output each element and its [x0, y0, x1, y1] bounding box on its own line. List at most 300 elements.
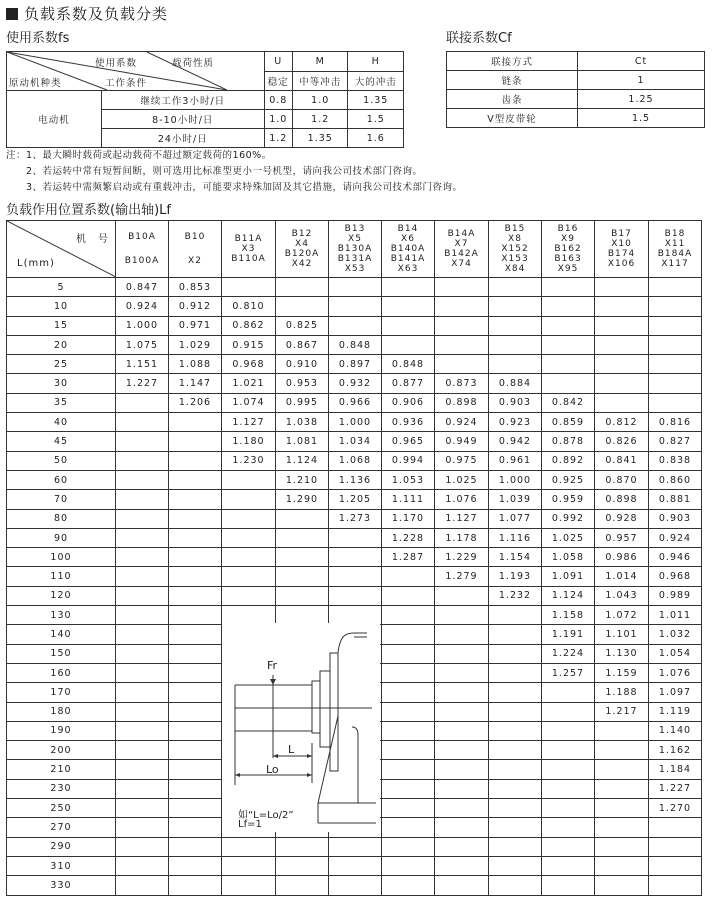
factor-cell [222, 528, 276, 547]
factor-cell: 1.025 [542, 528, 595, 547]
factor-cell [489, 799, 542, 818]
factor-cell [382, 625, 435, 644]
model-code: B174 [607, 249, 636, 259]
factor-cell [116, 741, 169, 760]
factor-cell [116, 644, 169, 663]
square-bullet-icon [6, 8, 18, 20]
factor-cell: 1.014 [595, 567, 649, 586]
factor-cell: 0.971 [169, 316, 222, 335]
factor-cell: 1.217 [595, 702, 649, 721]
model-code: X106 [607, 259, 636, 269]
factor-cell [329, 586, 382, 605]
factor-cell [169, 451, 222, 470]
factor-cell [116, 606, 169, 625]
factor-cell [435, 297, 489, 316]
factor-cell [382, 683, 435, 702]
factor-cell: 0.975 [435, 451, 489, 470]
factor-cell [435, 779, 489, 798]
length-cell: 70 [7, 490, 116, 509]
factor-cell [222, 567, 276, 586]
factor-cell: 0.915 [222, 335, 276, 354]
model-code: X153 [501, 254, 529, 264]
factor-cell [222, 490, 276, 509]
factor-cell [542, 335, 595, 354]
model-code: B13 [344, 224, 366, 234]
factor-cell: 1.159 [595, 663, 649, 682]
factor-cell: 1.290 [276, 490, 329, 509]
factor-cell [542, 278, 595, 297]
factor-cell: 0.867 [276, 335, 329, 354]
factor-cell: 1.127 [435, 509, 489, 528]
factor-cell: 1.188 [595, 683, 649, 702]
factor-cell [116, 779, 169, 798]
factor-cell: 1.088 [169, 355, 222, 374]
l-dimension-label: L [288, 743, 295, 756]
factor-cell: 0.810 [222, 297, 276, 316]
model-header [595, 221, 649, 278]
table-row [7, 548, 702, 567]
factor-cell: 1.227 [116, 374, 169, 393]
factor-cell: 1.074 [222, 393, 276, 412]
factor-cell [595, 355, 649, 374]
value-cell: 1.35 [292, 129, 348, 148]
load-position-heading: 负载作用位置系数(输出轴)Lf [6, 203, 171, 218]
factor-cell [169, 721, 222, 740]
factor-cell: 1.136 [329, 470, 382, 489]
factor-cell [169, 586, 222, 605]
factor-cell: 0.847 [116, 278, 169, 297]
factor-cell [542, 316, 595, 335]
model-code: X2 [188, 256, 202, 266]
load-name-h: 大的冲击 [348, 71, 404, 91]
model-code: X8 [508, 234, 522, 244]
model-header [329, 221, 382, 278]
factor-cell: 1.229 [435, 548, 489, 567]
condition-cell: 继续工作3小时/日 [102, 91, 265, 110]
factor-cell [329, 548, 382, 567]
table-row [7, 606, 702, 625]
factor-cell: 0.870 [595, 470, 649, 489]
factor-cell [435, 663, 489, 682]
factor-cell [435, 278, 489, 297]
factor-cell [169, 548, 222, 567]
factor-cell: 1.101 [595, 625, 649, 644]
factor-cell: 1.054 [649, 644, 702, 663]
factor-cell: 1.206 [169, 393, 222, 412]
factor-cell: 0.898 [595, 490, 649, 509]
model-code: X74 [451, 259, 472, 269]
factor-cell: 0.953 [276, 374, 329, 393]
factor-cell [435, 355, 489, 374]
factor-cell [276, 548, 329, 567]
length-cell: 230 [7, 779, 116, 798]
factor-cell [382, 316, 435, 335]
table-row [7, 278, 702, 297]
factor-cell [382, 663, 435, 682]
factor-cell [382, 335, 435, 354]
factor-cell [276, 856, 329, 875]
factor-cell: 1.154 [489, 548, 542, 567]
factor-cell [222, 278, 276, 297]
factor-cell: 0.816 [649, 413, 702, 432]
table-row [7, 876, 702, 895]
model-code: B17 [611, 229, 632, 239]
model-header [276, 221, 329, 278]
length-cell: 150 [7, 644, 116, 663]
lo-dimension-label: Lo [266, 763, 279, 776]
corner-usage-factor: 使用系数 [95, 58, 138, 69]
factor-cell [382, 760, 435, 779]
length-cell: 200 [7, 741, 116, 760]
factor-cell [595, 760, 649, 779]
factor-cell [489, 779, 542, 798]
table-row [7, 316, 702, 335]
coupling-header-value: Ct [578, 52, 705, 71]
factor-cell [489, 856, 542, 875]
factor-cell [649, 278, 702, 297]
factor-cell [329, 316, 382, 335]
factor-cell [489, 278, 542, 297]
factor-cell: 1.180 [222, 432, 276, 451]
factor-cell: 0.897 [329, 355, 382, 374]
table-row [7, 470, 702, 489]
factor-cell [649, 374, 702, 393]
factor-cell: 1.191 [542, 625, 595, 644]
factor-cell [329, 297, 382, 316]
model-code: B15 [504, 224, 526, 234]
factor-cell [116, 799, 169, 818]
value-cell: 1.6 [348, 129, 404, 148]
factor-cell: 1.111 [382, 490, 435, 509]
factor-cell [649, 818, 702, 837]
factor-cell [489, 760, 542, 779]
factor-cell [116, 856, 169, 875]
factor-cell [542, 721, 595, 740]
factor-cell [595, 856, 649, 875]
factor-cell: 0.848 [382, 355, 435, 374]
factor-cell: 0.932 [329, 374, 382, 393]
factor-cell [382, 721, 435, 740]
table-row [7, 451, 702, 470]
factor-cell: 1.072 [595, 606, 649, 625]
factor-cell [542, 741, 595, 760]
model-header [649, 221, 702, 278]
length-cell: 10 [7, 297, 116, 316]
factor-cell [489, 818, 542, 837]
factor-cell: 0.853 [169, 278, 222, 297]
factor-cell [489, 644, 542, 663]
force-label: Fr [267, 659, 278, 672]
factor-cell: 1.184 [649, 760, 702, 779]
factor-cell [595, 876, 649, 895]
factor-cell: 1.170 [382, 509, 435, 528]
factor-cell: 1.068 [329, 451, 382, 470]
factor-cell: 0.825 [276, 316, 329, 335]
factor-cell [116, 683, 169, 702]
factor-cell [542, 683, 595, 702]
model-code: B14A [447, 229, 476, 239]
factor-cell [169, 837, 222, 856]
factor-cell [116, 432, 169, 451]
length-cell: 190 [7, 721, 116, 740]
factor-cell [595, 335, 649, 354]
factor-cell [542, 374, 595, 393]
factor-cell [169, 818, 222, 837]
coupling-value: 1.5 [578, 109, 705, 128]
model-code: B163 [554, 254, 582, 264]
factor-cell [489, 297, 542, 316]
table-row [7, 413, 702, 432]
factor-cell: 1.091 [542, 567, 595, 586]
factor-cell: 1.097 [649, 683, 702, 702]
factor-cell [649, 837, 702, 856]
factor-cell [382, 567, 435, 586]
factor-cell: 0.989 [649, 586, 702, 605]
model-code: B10A [128, 232, 156, 242]
factor-cell: 1.147 [169, 374, 222, 393]
model-code: X6 [401, 234, 415, 244]
factor-cell [489, 355, 542, 374]
factor-cell: 0.968 [222, 355, 276, 374]
factor-cell [489, 683, 542, 702]
factor-cell: 1.021 [222, 374, 276, 393]
factor-cell: 0.928 [595, 509, 649, 528]
factor-cell: 0.994 [382, 451, 435, 470]
factor-cell [382, 799, 435, 818]
factor-cell: 1.224 [542, 644, 595, 663]
factor-cell [329, 528, 382, 547]
model-code: X9 [561, 234, 575, 244]
factor-cell [116, 663, 169, 682]
model-code: B141A [390, 254, 426, 264]
factor-cell [169, 528, 222, 547]
factor-cell: 1.116 [489, 528, 542, 547]
model-code: B130A [337, 244, 373, 254]
length-cell: 30 [7, 374, 116, 393]
factor-cell [276, 509, 329, 528]
model-code: X117 [661, 259, 689, 269]
model-header [116, 221, 169, 278]
factor-cell [595, 837, 649, 856]
factor-cell: 1.058 [542, 548, 595, 567]
corner-prime-mover: 原动机种类 [9, 78, 62, 89]
factor-cell [222, 509, 276, 528]
factor-cell: 0.936 [382, 413, 435, 432]
factor-cell: 1.124 [542, 586, 595, 605]
factor-cell [222, 837, 276, 856]
factor-cell: 1.119 [649, 702, 702, 721]
factor-cell [542, 355, 595, 374]
model-code: B10 [184, 232, 206, 242]
factor-cell [489, 837, 542, 856]
length-cell: 45 [7, 432, 116, 451]
factor-cell [382, 278, 435, 297]
factor-cell [435, 606, 489, 625]
factor-cell: 0.873 [435, 374, 489, 393]
factor-cell: 0.968 [649, 567, 702, 586]
length-cell: 40 [7, 413, 116, 432]
factor-cell: 0.995 [276, 393, 329, 412]
factor-cell [222, 548, 276, 567]
factor-cell: 0.878 [542, 432, 595, 451]
factor-cell: 0.848 [329, 335, 382, 354]
factor-cell [169, 413, 222, 432]
factor-cell [435, 760, 489, 779]
factor-cell: 0.959 [542, 490, 595, 509]
model-code: X152 [501, 244, 529, 254]
model-code: X63 [397, 264, 419, 274]
factor-cell [276, 876, 329, 895]
value-cell: 0.8 [264, 91, 292, 110]
factor-cell: 1.011 [649, 606, 702, 625]
factor-cell [329, 567, 382, 586]
factor-cell: 1.124 [276, 451, 329, 470]
factor-cell [649, 355, 702, 374]
page-title [6, 3, 168, 24]
factor-cell [489, 721, 542, 740]
factor-cell: 0.924 [116, 297, 169, 316]
factor-cell: 0.992 [542, 509, 595, 528]
factor-cell [382, 297, 435, 316]
factor-cell: 1.000 [329, 413, 382, 432]
factor-cell [169, 856, 222, 875]
factor-cell [435, 799, 489, 818]
factor-cell [649, 297, 702, 316]
example-result: Lf=1 [238, 819, 262, 830]
coupling-value: 1.25 [578, 90, 705, 109]
factor-cell: 0.842 [542, 393, 595, 412]
table-row [7, 490, 702, 509]
factor-cell: 0.881 [649, 490, 702, 509]
factor-cell [116, 818, 169, 837]
model-header [489, 221, 542, 278]
notes [6, 148, 463, 196]
factor-cell [542, 856, 595, 875]
factor-cell: 0.949 [435, 432, 489, 451]
factor-cell [542, 760, 595, 779]
length-cell: 210 [7, 760, 116, 779]
model-code: X84 [504, 264, 526, 274]
factor-cell: 1.287 [382, 548, 435, 567]
factor-cell: 1.193 [489, 567, 542, 586]
length-cell: 310 [7, 856, 116, 875]
factor-cell [169, 625, 222, 644]
factor-cell: 1.151 [116, 355, 169, 374]
factor-cell: 1.000 [489, 470, 542, 489]
coupling-method: V型皮带轮 [447, 109, 578, 128]
factor-cell [435, 856, 489, 875]
length-cell: 270 [7, 818, 116, 837]
factor-cell [435, 586, 489, 605]
factor-cell [382, 876, 435, 895]
model-code: B162 [554, 244, 582, 254]
factor-cell: 1.029 [169, 335, 222, 354]
length-cell: 330 [7, 876, 116, 895]
service-factor-heading: 使用系数fs [6, 31, 70, 46]
factor-cell [435, 683, 489, 702]
table-row [7, 335, 702, 354]
corner-load-type: 载荷性质 [172, 58, 215, 69]
factor-cell [329, 876, 382, 895]
factor-cell: 1.081 [276, 432, 329, 451]
corner-header [7, 52, 265, 91]
factor-cell: 0.946 [649, 548, 702, 567]
factor-cell: 1.043 [595, 586, 649, 605]
load-name-u: 稳定 [264, 71, 292, 91]
model-header [382, 221, 435, 278]
note-1: 注：1、最大瞬时载荷或起动载荷不超过额定载荷的160%。 [6, 150, 272, 161]
factor-cell [116, 760, 169, 779]
factor-cell: 0.923 [489, 413, 542, 432]
length-cell: 120 [7, 586, 116, 605]
factor-cell [276, 528, 329, 547]
factor-cell: 0.838 [649, 451, 702, 470]
length-cell: 35 [7, 393, 116, 412]
factor-cell [435, 818, 489, 837]
factor-cell: 0.924 [649, 528, 702, 547]
condition-cell: 24小时/日 [102, 129, 265, 148]
corner-model-label: 机 号 [76, 234, 109, 245]
shaft-drawing [222, 623, 380, 832]
model-code: B142A [444, 249, 479, 259]
factor-cell [489, 663, 542, 682]
model-code: X53 [344, 264, 366, 274]
factor-cell [382, 818, 435, 837]
factor-cell [595, 779, 649, 798]
model-header [435, 221, 489, 278]
factor-cell: 1.032 [649, 625, 702, 644]
factor-cell [276, 297, 329, 316]
factor-cell [276, 586, 329, 605]
factor-cell [116, 393, 169, 412]
length-cell: 140 [7, 625, 116, 644]
factor-cell [116, 586, 169, 605]
table-row [7, 837, 702, 856]
factor-cell: 0.884 [489, 374, 542, 393]
factor-cell [382, 702, 435, 721]
factor-cell [329, 856, 382, 875]
factor-cell [542, 779, 595, 798]
model-code: B120A [284, 249, 320, 259]
load-name-m: 中等冲击 [292, 71, 348, 91]
factor-cell: 0.966 [329, 393, 382, 412]
model-code: B11A [234, 234, 263, 244]
factor-cell: 1.227 [649, 779, 702, 798]
note-2: 2、若运转中常有短暂间断，则可选用比标准型更小一号机型，请向我公司技术部门咨询。 [26, 166, 423, 177]
factor-cell: 0.925 [542, 470, 595, 489]
table-row [7, 856, 702, 875]
load-code-m: M [292, 52, 348, 72]
factor-cell [382, 856, 435, 875]
length-cell: 90 [7, 528, 116, 547]
factor-cell [222, 586, 276, 605]
factor-cell [435, 335, 489, 354]
value-cell: 1.0 [292, 91, 348, 110]
factor-cell [489, 606, 542, 625]
factor-cell: 1.127 [222, 413, 276, 432]
factor-cell [276, 606, 329, 625]
length-cell: 25 [7, 355, 116, 374]
factor-cell: 0.898 [435, 393, 489, 412]
factor-cell [595, 799, 649, 818]
factor-cell [169, 876, 222, 895]
factor-cell: 0.986 [595, 548, 649, 567]
factor-cell: 1.273 [329, 509, 382, 528]
factor-cell: 0.892 [542, 451, 595, 470]
value-cell: 1.0 [264, 110, 292, 129]
factor-cell [329, 278, 382, 297]
factor-cell [169, 470, 222, 489]
